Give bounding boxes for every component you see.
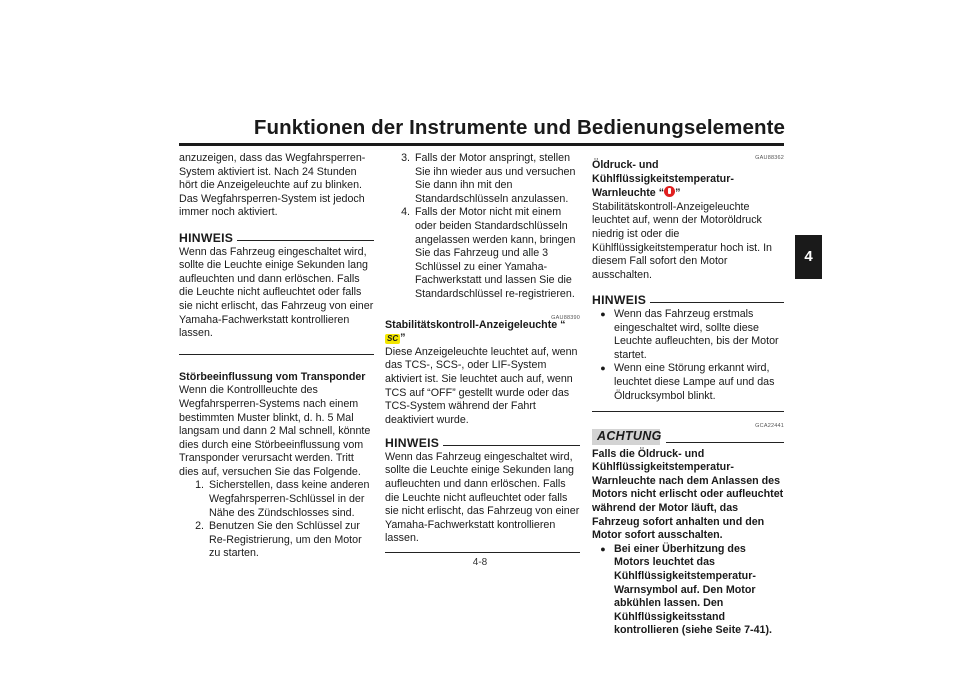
transponder-text: Wenn die Kontrollleuchte des Wegfahrsperren-Systems nach einem bestimmten Muster blinkt, d. h. 5 Mal langsam und dann 2 Mal schnell, könnte dies durch eine Störbeeinflussung vom Transponder verursacht werden. Tritt dies auf, versuchen Sie das Folgende.: [179, 384, 371, 478]
list-item: [179, 520, 374, 561]
section-code: GAU88390: [551, 314, 580, 321]
hinweis-text: Wenn das Fahrzeug eingeschaltet wird, sollte die Leuchte einige Sekunden lang aufleuchten und dann erlöschen. Falls die Leuchte nicht aufleuchtet oder falls sie nicht erlischt, das Fahrzeug von einer Yamaha-Fachwerkstatt kontrollieren lassen.: [179, 245, 374, 340]
chapter-tab: 4: [795, 235, 822, 279]
oil-warning-text: Stabilitätskontroll-Anzeigeleuchte leuchtet auf, wenn der Motoröldruck niedrig ist oder die Kühlflüssigkeitstemperatur hoch ist. In diesem Fall sofort den Motor ausschalten.: [592, 200, 772, 281]
bullet-text: Wenn eine Störung erkannt wird, leuchtet diese Lampe auf und das Öldrucksymbol blinkt.: [614, 362, 775, 402]
step-number: 1.: [195, 479, 204, 492]
page-number: 4-8: [472, 557, 488, 568]
list-item: [385, 206, 580, 301]
step-text: Falls der Motor anspringt, stellen Sie ihn wieder aus und versuchen Sie dann ihn mit den Standardschlüsseln anzulassen.: [415, 152, 576, 205]
stability-heading-close: ”: [400, 332, 406, 345]
bullet-text: Bei einer Überhitzung des Motors leuchtet das Kühlflüssigkeitstemperatur-Warnsymbol auf. Den Motor abkühlen lassen. Den Kühlflüssigkeitsstand kontrollieren (siehe Seite 7-41).: [614, 542, 772, 637]
column-2: [385, 152, 580, 553]
hinweis-heading: [385, 437, 580, 451]
step-text: Falls der Motor nicht mit einem oder beiden Standardschlüsseln angelassen werden kann, bringen Sie das Fahrzeug und alle 3 Schlüssel zu einer Yamaha-Fachwerkstatt und lassen Sie die Standardschlüssel re-registrieren.: [415, 206, 576, 300]
stability-control-icon: SC: [387, 334, 399, 344]
oil-warning-heading: [592, 159, 784, 201]
hinweis-label: HINWEIS: [179, 230, 234, 245]
bullet-icon: ●: [600, 363, 606, 374]
step-number: 3.: [401, 152, 410, 164]
stability-heading: [385, 319, 580, 346]
achtung-heading: [592, 429, 784, 445]
column-1: [179, 152, 374, 561]
steps-list-2: [385, 152, 580, 302]
hinweis-label: HINWEIS: [385, 436, 440, 451]
oil-warning-heading-text: Öldruck- und Kühlflüssigkeitstemperatur-Warnleuchte “: [592, 159, 734, 200]
list-item: [179, 479, 374, 520]
page-header-title: Funktionen der Instrumente und Bedienungselemente: [253, 116, 785, 139]
oil-pressure-icon: [664, 186, 675, 197]
hinweis-label: HINWEIS: [592, 293, 647, 308]
achtung-label: ACHTUNG: [592, 429, 660, 445]
intro-paragraph: anzuzeigen, dass das Wegfahrsperren-System aktiviert ist. Nach 24 Stunden hört die Anzeigeleuchte auf zu blinken. Das Wegfahrsperren-System ist jedoch immer noch aktiviert.: [179, 152, 366, 219]
hinweis-heading: [592, 294, 784, 308]
step-number: 4.: [401, 206, 410, 219]
step-number: 2.: [195, 520, 204, 533]
stability-heading-text: Stabilitätskontroll-Anzeigeleuchte “: [385, 318, 566, 331]
list-item: [592, 362, 784, 403]
achtung-rule: [666, 442, 784, 443]
steps-list-1: [179, 479, 374, 561]
stability-text: Diese Anzeigeleuchte leuchtet auf, wenn das TCS-, SCS-, oder LIF-System aktiviert ist. Sie leuchtet auch auf, wenn TCS auf “OFF” gestellt wurde oder das TCS-System während der Fahrt deaktiviert wurde.: [385, 345, 578, 426]
section-code: GAU88362: [755, 155, 784, 161]
hinweis-text: Wenn das Fahrzeug eingeschaltet wird, sollte die Leuchte einige Sekunden lang aufleuchten und dann erlöschen. Falls die Leuchte nicht aufleuchtet oder falls sie nicht erlischt, das Fahrzeug von einer Yamaha-Fachwerkstatt kontrollieren lassen.: [385, 450, 580, 545]
hinweis-bullets: [592, 308, 784, 403]
hinweis-end-rule: [385, 552, 580, 553]
hinweis-heading: [179, 232, 374, 246]
oil-warning-heading-close: ”: [675, 187, 681, 200]
bullet-text: Wenn das Fahrzeug erstmals eingeschaltet wird, sollte diese Leuchte aufleuchten, bis der Motor startet.: [614, 307, 779, 361]
hinweis-end-rule: [592, 411, 784, 412]
step-text: Sicherstellen, dass keine anderen Wegfahrsperren-Schlüssel in der Nähe des Zündschlosses sind.: [209, 479, 370, 519]
header-rule: [179, 143, 784, 146]
hinweis-rule: [650, 302, 784, 303]
transponder-heading: Störbeeinflussung vom Transponder: [179, 370, 366, 383]
hinweis-rule: [237, 240, 374, 241]
bullet-icon: ●: [600, 543, 606, 554]
step-text: Benutzen Sie den Schlüssel zur Re-Registrierung, um den Motor zu starten.: [209, 520, 362, 560]
list-item: [385, 152, 580, 206]
bullet-icon: ●: [600, 308, 606, 319]
list-item: [592, 308, 784, 362]
hinweis-rule: [443, 445, 580, 446]
section-code: GCA22441: [755, 423, 784, 430]
hinweis-end-rule: [179, 354, 374, 355]
achtung-text: Falls die Öldruck- und Kühlflüssigkeitstemperatur-Warnleuchte nach dem Anlassen des Motors nicht erlischt oder aufleuchtet während der Motor läuft, das Fahrzeug sofort anhalten und den Motor sofort ausschalten.: [592, 447, 784, 542]
